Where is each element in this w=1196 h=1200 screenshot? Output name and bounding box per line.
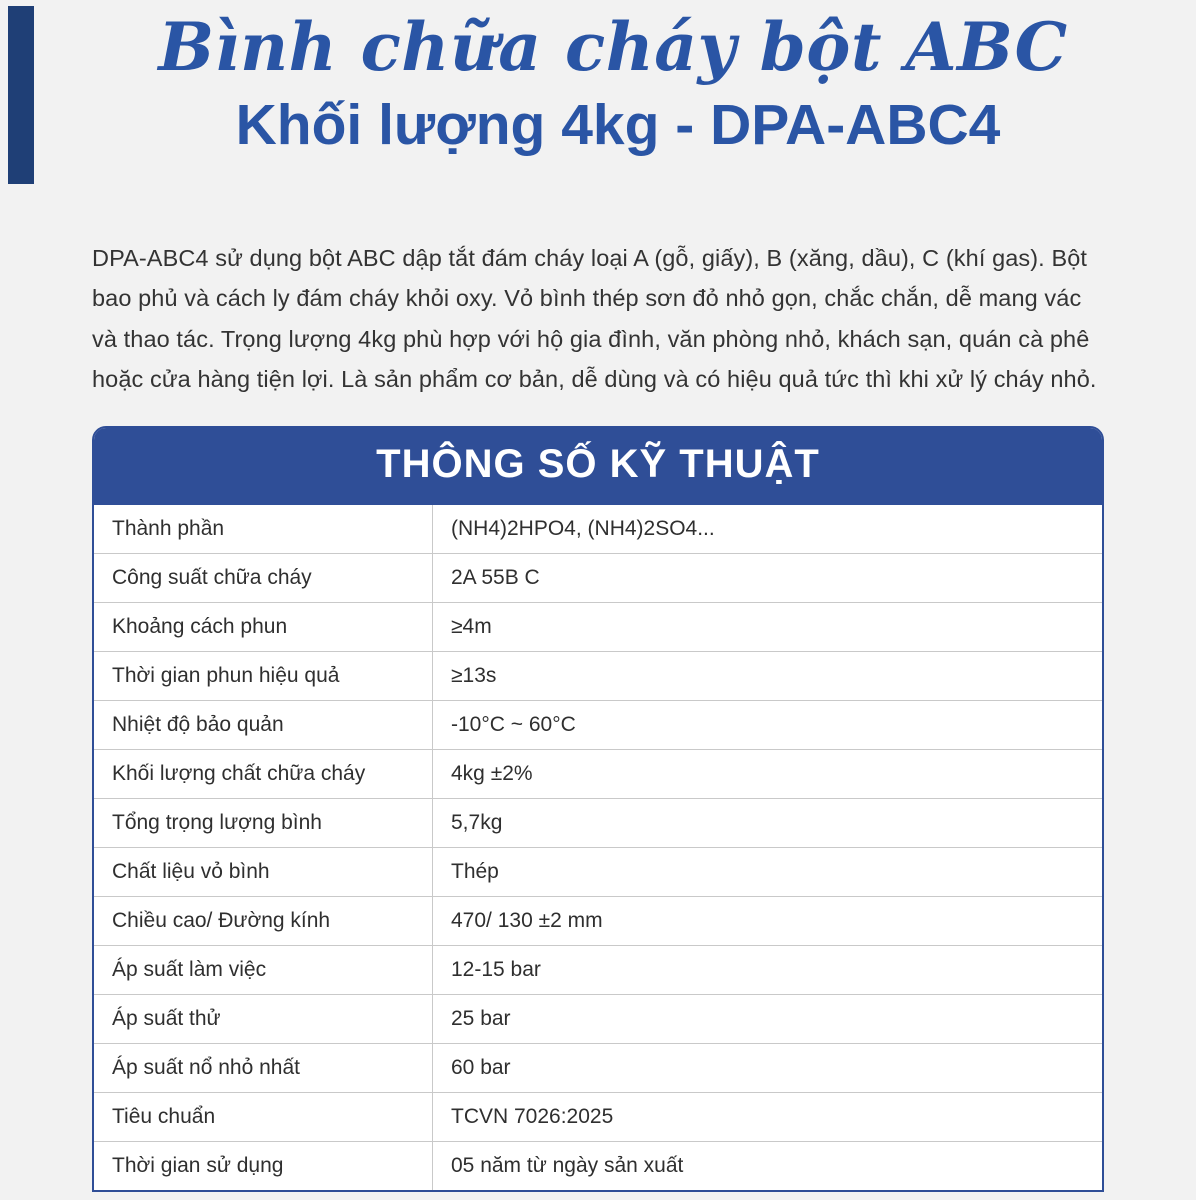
spec-key: Tiêu chuẩn (94, 1092, 433, 1141)
table-row (94, 602, 1102, 651)
spec-key: Áp suất thử (94, 994, 433, 1043)
spec-key: Khối lượng chất chữa cháy (94, 749, 433, 798)
spec-value: TCVN 7026:2025 (433, 1092, 1103, 1141)
table-row (94, 1092, 1102, 1141)
spec-value: (NH4)2HPO4, (NH4)2SO4... (451, 516, 715, 540)
table-row (94, 553, 1102, 602)
table-row (94, 651, 1102, 700)
spec-key: Nhiệt độ bảo quản (94, 700, 433, 749)
spec-value: 4kg ±2% (433, 749, 1103, 798)
spec-value: 5,7kg (433, 798, 1103, 847)
spec-key: Tổng trọng lượng bình (94, 798, 433, 847)
spec-value: ≥4m (433, 602, 1103, 651)
spec-table (94, 505, 1102, 1190)
table-row (94, 700, 1102, 749)
table-row (94, 798, 1102, 847)
table-row (94, 1043, 1102, 1092)
table-row (94, 847, 1102, 896)
spec-value: 2A 55B C (433, 553, 1103, 602)
page-header (0, 0, 1196, 190)
spec-value: 12-15 bar (433, 945, 1103, 994)
header-accent-bar (8, 6, 34, 184)
spec-value: 25 bar (433, 994, 1103, 1043)
spec-key: Áp suất làm việc (94, 945, 433, 994)
table-row (94, 896, 1102, 945)
spec-key: Công suất chữa cháy (94, 553, 433, 602)
table-row (94, 505, 1102, 554)
page-title: Bình chữa cháy bột ABC (158, 8, 1068, 86)
spec-key: Khoảng cách phun (94, 602, 433, 651)
spec-table-title: THÔNG SỐ KỸ THUẬT (94, 428, 1102, 505)
table-row (94, 994, 1102, 1043)
spec-key: Thành phần (94, 505, 433, 554)
spec-value: 05 năm từ ngày sản xuất (433, 1141, 1103, 1190)
spec-key: Áp suất nổ nhỏ nhất (94, 1043, 433, 1092)
table-row (94, 749, 1102, 798)
spec-key: Chất liệu vỏ bình (94, 847, 433, 896)
spec-table-container (92, 426, 1104, 1192)
spec-value: ≥13s (433, 651, 1103, 700)
spec-value: Thép (433, 847, 1103, 896)
page-subtitle: Khối lượng 4kg - DPA-ABC4 (235, 93, 1001, 157)
spec-value: 470/ 130 ±2 mm (433, 896, 1103, 945)
table-row (94, 945, 1102, 994)
spec-value: 60 bar (433, 1043, 1103, 1092)
spec-key: Thời gian phun hiệu quả (94, 651, 433, 700)
spec-value: -10°C ~ 60°C (433, 700, 1103, 749)
table-row (94, 1141, 1102, 1190)
spec-table-body (94, 505, 1102, 1190)
intro-paragraph: DPA-ABC4 sử dụng bột ABC dập tắt đám cháy loại A (gỗ, giấy), B (xăng, dầu), C (khí gas). Bột bao phủ và cách ly đám cháy khỏi oxy. Vỏ bình thép sơn đỏ nhỏ gọn, chắc chắn, dễ mang vác và thao tác. Trọng lượng 4kg phù hợp với hộ gia đình, văn phòng nhỏ, khách sạn, quán cà phê hoặc cửa hàng tiện lợi. Là sản phẩm cơ bản, dễ dùng và có hiệu quả tức thì khi xử lý cháy nhỏ. (92, 245, 1097, 393)
spec-key: Chiều cao/ Đường kính (94, 896, 433, 945)
spec-key: Thời gian sử dụng (94, 1141, 433, 1190)
